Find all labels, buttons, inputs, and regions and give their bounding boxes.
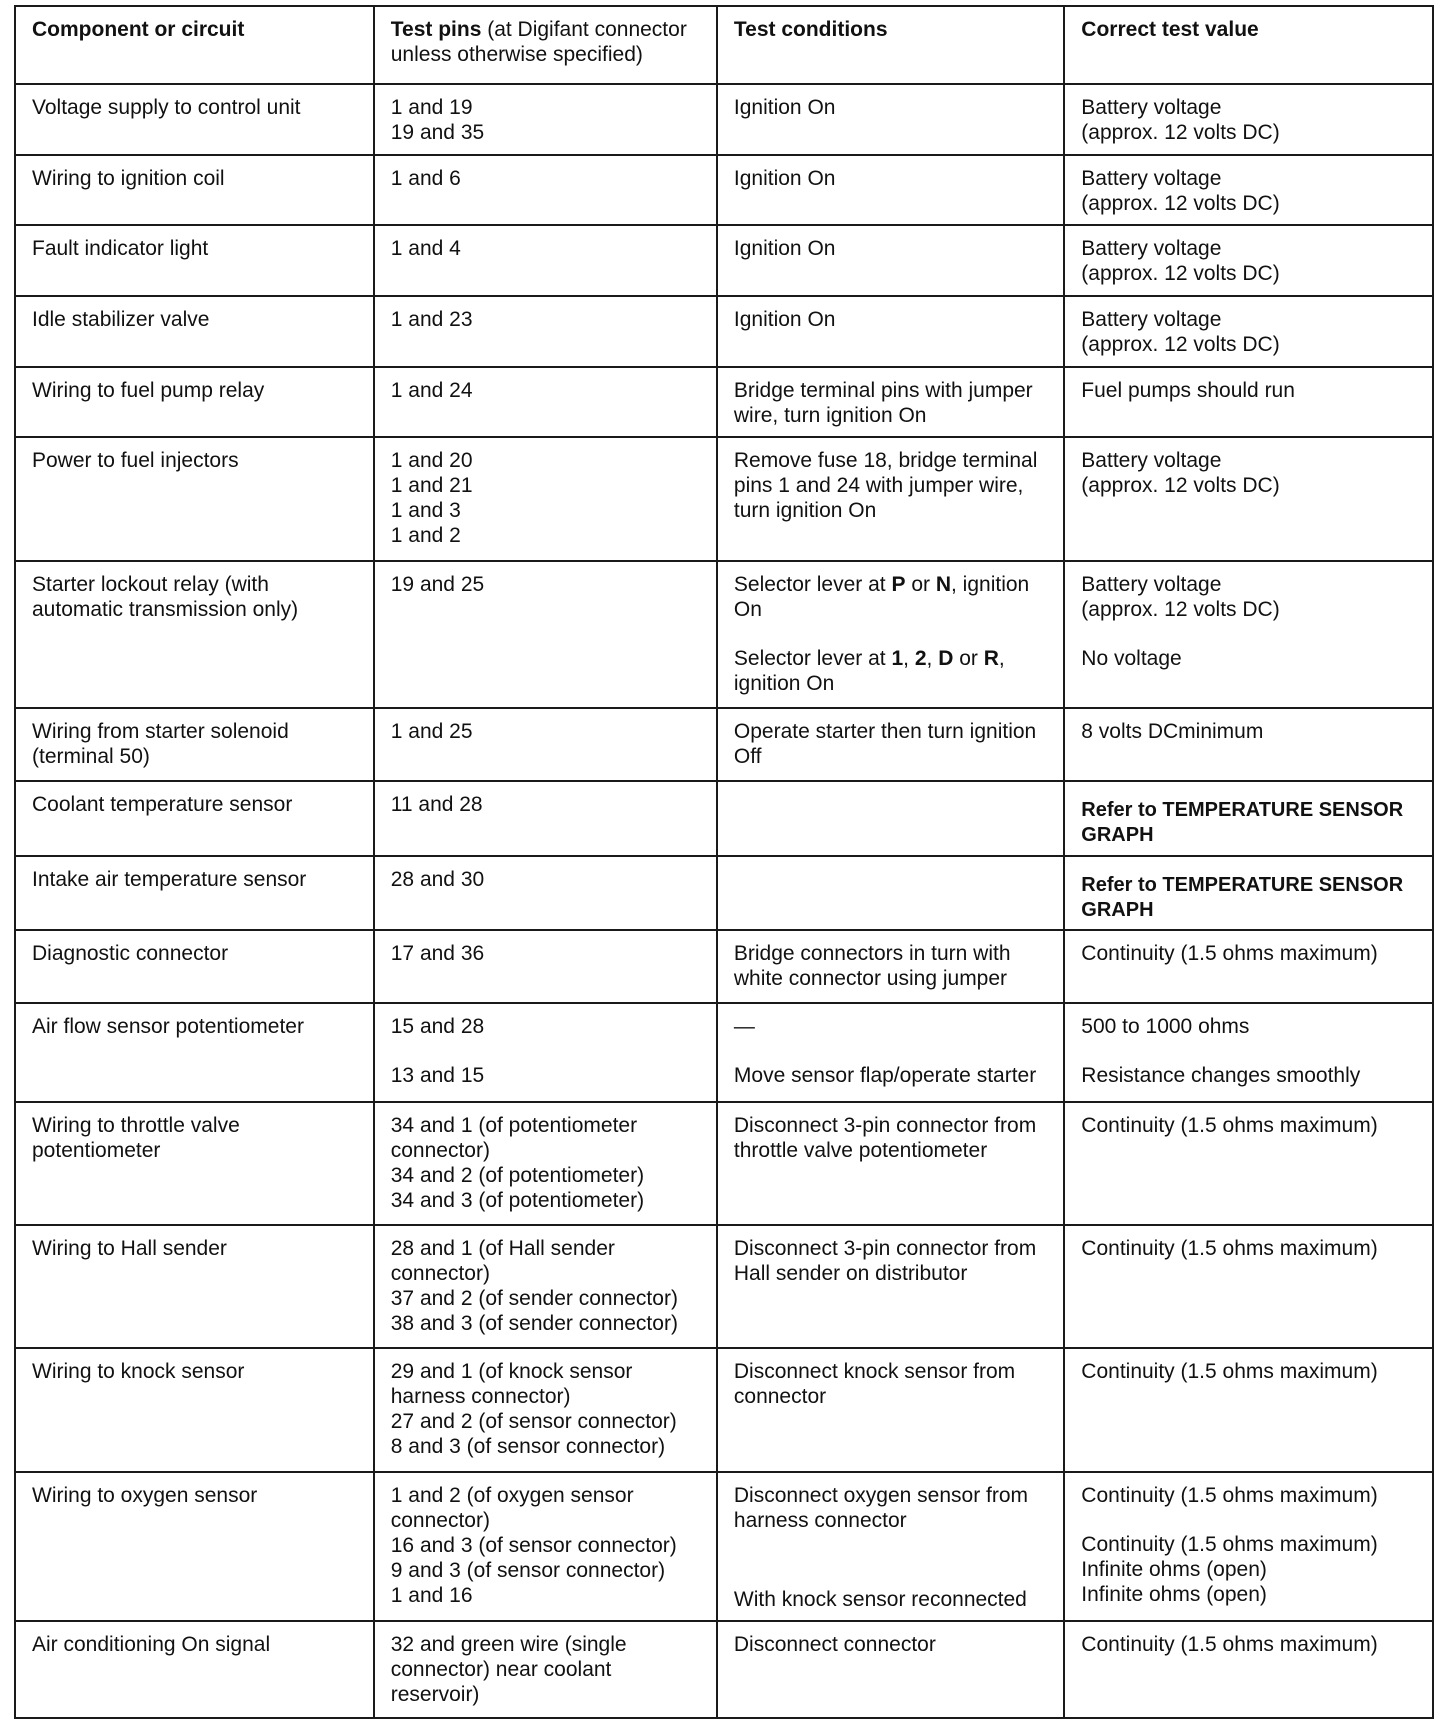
test-table-page <box>14 5 1434 1719</box>
value-cell: Continuity (1.5 ohms maximum) <box>1064 930 1433 1003</box>
header-row <box>15 6 1433 84</box>
value-cell: Continuity (1.5 ohms maximum) <box>1064 1102 1433 1225</box>
pins-cell: 28 and 1 (of Hall sender connector) 37 and 2 (of sender connector) 38 and 3 (of sender connector) <box>374 1225 717 1348</box>
value-cell: Battery voltage (approx. 12 volts DC) <box>1064 155 1433 226</box>
pins-cell: 1 and 23 <box>374 296 717 367</box>
table-row <box>15 437 1433 560</box>
value-cell: Fuel pumps should run <box>1064 367 1433 438</box>
conditions-cell: Selector lever at P or N, ignition On Selector lever at 1, 2, D or R, ignition On <box>717 561 1064 708</box>
table-row <box>15 1472 1433 1621</box>
pins-cell: 1 and 4 <box>374 225 717 296</box>
component-cell: Air flow sensor potentiometer <box>15 1003 374 1102</box>
component-cell: Wiring to fuel pump relay <box>15 367 374 438</box>
pins-cell: 28 and 30 <box>374 856 717 931</box>
conditions-cell: Disconnect knock sensor from connector <box>717 1348 1064 1471</box>
header-test-pins: Test pins (at Digifant connector unless otherwise specified) <box>374 6 717 84</box>
table-row <box>15 155 1433 226</box>
component-cell: Power to fuel injectors <box>15 437 374 560</box>
value-cell: 500 to 1000 ohms Resistance changes smoothly <box>1064 1003 1433 1102</box>
component-cell: Wiring from starter solenoid (terminal 50) <box>15 708 374 781</box>
table-row <box>15 1225 1433 1348</box>
component-cell: Wiring to throttle valve potentiometer <box>15 1102 374 1225</box>
component-cell: Wiring to ignition coil <box>15 155 374 226</box>
conditions-cell <box>717 781 1064 856</box>
conditions-cell: Disconnect oxygen sensor from harness connector With knock sensor reconnected <box>717 1472 1064 1621</box>
pins-cell: 1 and 19 19 and 35 <box>374 84 717 155</box>
pins-cell: 1 and 2 (of oxygen sensor connector) 16 and 3 (of sensor connector) 9 and 3 (of sensor connector) 1 and 16 <box>374 1472 717 1621</box>
component-cell: Air conditioning On signal <box>15 1621 374 1718</box>
conditions-cell: Operate starter then turn ignition Off <box>717 708 1064 781</box>
pins-cell: 32 and green wire (single connector) near coolant reservoir) <box>374 1621 717 1718</box>
pins-cell: 17 and 36 <box>374 930 717 1003</box>
value-cell: Battery voltage (approx. 12 volts DC) No voltage <box>1064 561 1433 708</box>
value-cell: Continuity (1.5 ohms maximum) <box>1064 1225 1433 1348</box>
value-cell: Battery voltage (approx. 12 volts DC) <box>1064 84 1433 155</box>
component-cell: Wiring to oxygen sensor <box>15 1472 374 1621</box>
conditions-cell: Ignition On <box>717 225 1064 296</box>
component-cell: Idle stabilizer valve <box>15 296 374 367</box>
table-row <box>15 930 1433 1003</box>
value-cell: Battery voltage (approx. 12 volts DC) <box>1064 296 1433 367</box>
conditions-cell: — Move sensor flap/operate starter <box>717 1003 1064 1102</box>
header-test-conditions: Test conditions <box>717 6 1064 84</box>
value-cell: Refer to TEMPERATURE SENSOR GRAPH <box>1064 781 1433 856</box>
value-cell: 8 volts DCminimum <box>1064 708 1433 781</box>
conditions-cell: Ignition On <box>717 296 1064 367</box>
pins-cell: 19 and 25 <box>374 561 717 708</box>
table-row <box>15 225 1433 296</box>
conditions-cell: Disconnect 3-pin connector from Hall sender on distributor <box>717 1225 1064 1348</box>
table-row <box>15 296 1433 367</box>
pins-cell: 11 and 28 <box>374 781 717 856</box>
component-cell: Intake air temperature sensor <box>15 856 374 931</box>
table-row <box>15 1348 1433 1471</box>
component-cell: Coolant temperature sensor <box>15 781 374 856</box>
component-cell: Diagnostic connector <box>15 930 374 1003</box>
pins-cell: 29 and 1 (of knock sensor harness connector) 27 and 2 (of sensor connector) 8 and 3 (of sensor connector) <box>374 1348 717 1471</box>
pins-cell: 1 and 25 <box>374 708 717 781</box>
value-cell: Battery voltage (approx. 12 volts DC) <box>1064 437 1433 560</box>
value-cell: Battery voltage (approx. 12 volts DC) <box>1064 225 1433 296</box>
value-cell: Continuity (1.5 ohms maximum) <box>1064 1621 1433 1718</box>
conditions-cell: Disconnect connector <box>717 1621 1064 1718</box>
header-correct-value: Correct test value <box>1064 6 1433 84</box>
table-row <box>15 367 1433 438</box>
component-cell: Wiring to knock sensor <box>15 1348 374 1471</box>
conditions-cell <box>717 856 1064 931</box>
table-row <box>15 856 1433 931</box>
component-cell: Voltage supply to control unit <box>15 84 374 155</box>
pins-cell: 1 and 24 <box>374 367 717 438</box>
table-row <box>15 1003 1433 1102</box>
pins-cell: 1 and 6 <box>374 155 717 226</box>
conditions-cell: Ignition On <box>717 84 1064 155</box>
component-cell: Wiring to Hall sender <box>15 1225 374 1348</box>
conditions-cell: Ignition On <box>717 155 1064 226</box>
conditions-cell: Remove fuse 18, bridge terminal pins 1 and 24 with jumper wire, turn ignition On <box>717 437 1064 560</box>
value-cell: Continuity (1.5 ohms maximum) <box>1064 1348 1433 1471</box>
conditions-cell: Disconnect 3-pin connector from throttle valve potentiometer <box>717 1102 1064 1225</box>
table-row <box>15 84 1433 155</box>
component-cell: Fault indicator light <box>15 225 374 296</box>
header-component: Component or circuit <box>15 6 374 84</box>
conditions-cell: Bridge connectors in turn with white connector using jumper <box>717 930 1064 1003</box>
conditions-cell: Bridge terminal pins with jumper wire, turn ignition On <box>717 367 1064 438</box>
value-cell: Refer to TEMPERATURE SENSOR GRAPH <box>1064 856 1433 931</box>
table-row <box>15 708 1433 781</box>
table-row <box>15 1621 1433 1718</box>
table-row <box>15 561 1433 708</box>
pins-cell: 1 and 20 1 and 21 1 and 3 1 and 2 <box>374 437 717 560</box>
table-row <box>15 781 1433 856</box>
value-cell: Continuity (1.5 ohms maximum) Continuity (1.5 ohms maximum) Infinite ohms (open) Infinite ohms (open) <box>1064 1472 1433 1621</box>
pins-cell: 15 and 28 13 and 15 <box>374 1003 717 1102</box>
digifant-test-table <box>14 5 1434 1719</box>
component-cell: Starter lockout relay (with automatic transmission only) <box>15 561 374 708</box>
pins-cell: 34 and 1 (of potentiometer connector) 34 and 2 (of potentiometer) 34 and 3 (of potentiometer) <box>374 1102 717 1225</box>
table-row <box>15 1102 1433 1225</box>
